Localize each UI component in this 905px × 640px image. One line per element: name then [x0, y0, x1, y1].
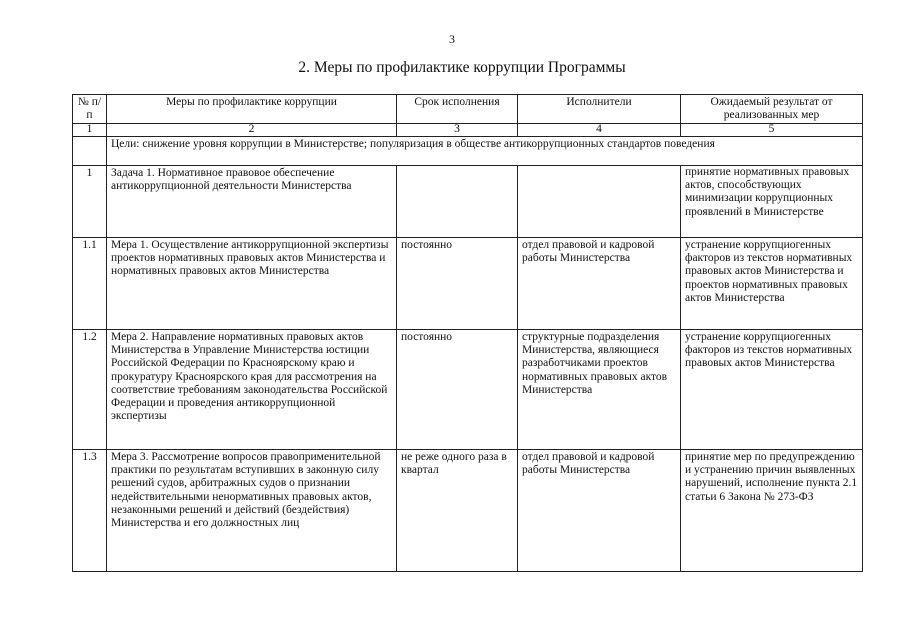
row-number: 1: [73, 166, 107, 238]
row-executors: [518, 166, 681, 238]
goals-empty-cell: [73, 137, 107, 166]
table-header-row: [73, 95, 863, 124]
goals-row: [73, 137, 863, 166]
column-number: 3: [397, 124, 518, 137]
row-term: [397, 166, 518, 238]
column-number: 1: [73, 124, 107, 137]
header-measure: Меры по профилактике коррупции: [107, 95, 397, 124]
column-number: 5: [681, 124, 863, 137]
page-number: 3: [449, 32, 455, 46]
row-term: не реже одного раза в квартал: [397, 450, 518, 572]
row-measure: Мера 1. Осуществление антикоррупционной экспертизы проектов нормативных правовых актов Министерства и нормативных правовых актов Министерства: [107, 238, 397, 330]
table-row: [73, 450, 863, 572]
table-row: [73, 238, 863, 330]
row-measure: Мера 2. Направление нормативных правовых актов Министерства в Управление Министерства юстиции Российской Федерации по Красноярскому краю и прокуратуру Красноярского края для рассмотрения на соответствие требованиям законодательства Российской Федерации и проведения антикоррупционной экспертизы: [107, 330, 397, 450]
column-number: 2: [107, 124, 397, 137]
header-term: Срок исполнения: [397, 95, 518, 124]
row-result: принятие мер по предупреждению и устранению причин выявленных нарушений, исполнение пункта 2.1 статьи 6 Закона № 273-ФЗ: [681, 450, 863, 572]
row-executors: отдел правовой и кадровой работы Министерства: [518, 238, 681, 330]
row-measure: Задача 1. Нормативное правовое обеспечение антикоррупционной деятельности Министерства: [107, 166, 397, 238]
goals-text: Цели: снижение уровня коррупции в Министерстве; популяризация в обществе антикоррупционных стандартов поведения: [107, 137, 863, 166]
measures-table: [72, 94, 863, 572]
header-executors: Исполнители: [518, 95, 681, 124]
row-result: устранение коррупциогенных факторов из текстов нормативных правовых актов Министерства: [681, 330, 863, 450]
row-number: 1.2: [73, 330, 107, 450]
row-executors: структурные подразделения Министерства, являющиеся разработчиками проектов нормативных правовых актов Министерства: [518, 330, 681, 450]
row-result: устранение коррупциогенных факторов из текстов нормативных правовых актов Министерства и проектов нормативных правовых актов Министерства: [681, 238, 863, 330]
table-row: [73, 166, 863, 238]
row-term: постоянно: [397, 330, 518, 450]
row-term: постоянно: [397, 238, 518, 330]
row-result: принятие нормативных правовых актов, способствующих минимизации коррупционных проявлений в Министерстве: [681, 166, 863, 238]
header-result: Ожидаемый результат от реализованных мер: [681, 95, 863, 124]
row-number: 1.1: [73, 238, 107, 330]
table-row: [73, 330, 863, 450]
column-number: 4: [518, 124, 681, 137]
row-number: 1.3: [73, 450, 107, 572]
row-measure: Мера 3. Рассмотрение вопросов правоприменительной практики по результатам вступивших в законную силу решений судов, арбитражных судов о признании недействительными ненормативных правовых актов, незаконными решений и действий (бездействия) Министерства и его должностных лиц: [107, 450, 397, 572]
section-title: 2. Меры по профилактике коррупции Программы: [298, 59, 626, 76]
header-number: № п/п: [73, 95, 107, 124]
column-number-row: [73, 124, 863, 137]
row-executors: отдел правовой и кадровой работы Министерства: [518, 450, 681, 572]
